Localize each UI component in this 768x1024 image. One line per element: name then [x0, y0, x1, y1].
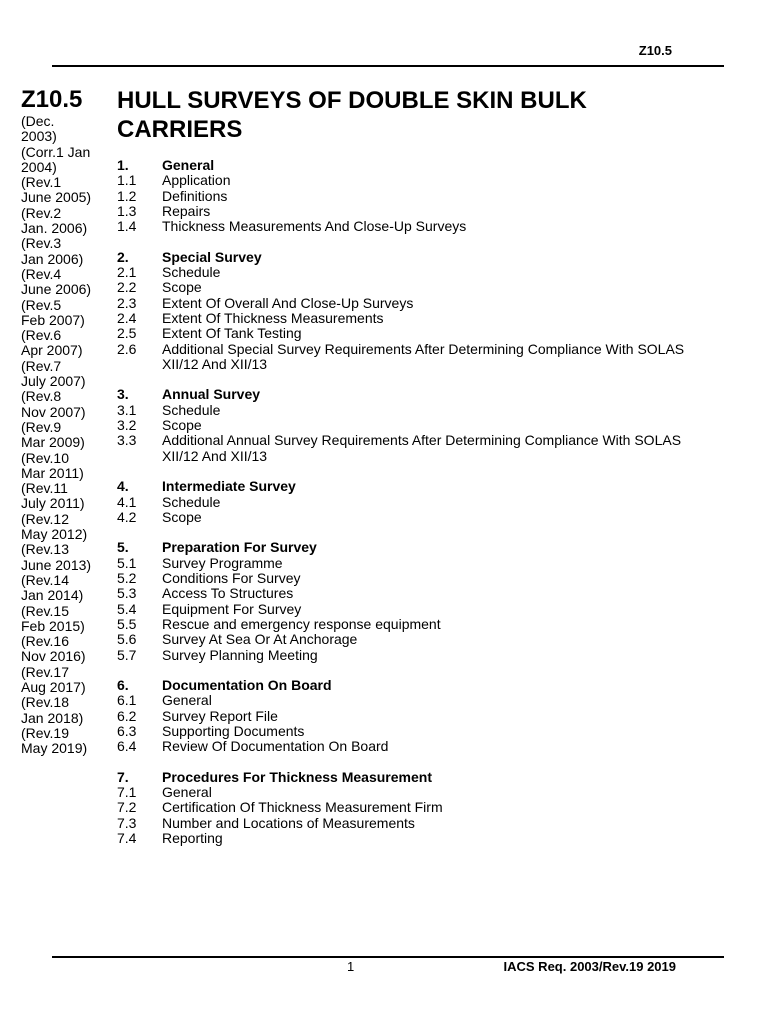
toc-section [117, 540, 717, 662]
revision-line: (Rev.3 [21, 235, 62, 252]
item-text: Definitions [162, 187, 228, 204]
item-text: Schedule [162, 493, 221, 510]
section-heading [117, 770, 717, 785]
revision-line: July 2011) [21, 495, 85, 512]
item-text-continued: XII/12 And XII/13 [162, 447, 268, 464]
page-title [117, 86, 677, 144]
item-text: Additional Annual Survey Requirements After Determining Compliance With SOLAS [162, 432, 682, 449]
toc-section [117, 250, 717, 372]
toc-item [117, 586, 717, 601]
revision-line: (Rev.14 [21, 571, 69, 588]
toc-item [117, 204, 717, 219]
section-title: Documentation On Board [162, 677, 332, 694]
item-number: 4.1 [117, 493, 137, 510]
revision-history [21, 114, 91, 756]
item-number: 1.3 [117, 202, 137, 219]
item-number: 7.1 [117, 784, 137, 801]
section-title: Annual Survey [162, 386, 261, 403]
toc-section [117, 678, 717, 754]
revision-line: (Rev.18 [21, 694, 69, 711]
item-text: Survey Planning Meeting [162, 646, 318, 663]
revision-line: Nov 2016) [21, 648, 86, 665]
item-number: 2.2 [117, 279, 137, 296]
revision-line: June 2006) [21, 281, 92, 298]
toc-item [117, 296, 717, 311]
revision-line: May 2012) [21, 526, 88, 543]
revision-line: (Rev.8 [21, 388, 62, 405]
section-heading [117, 387, 717, 402]
section-heading [117, 250, 717, 265]
item-text: Conditions For Survey [162, 570, 301, 587]
toc-item [117, 433, 717, 448]
table-of-contents [117, 158, 717, 862]
item-text: Rescue and emergency response equipment [162, 615, 441, 632]
revision-line: 2004) [21, 158, 57, 175]
item-number-spacer [117, 449, 162, 464]
revision-line: (Rev.1 [21, 174, 62, 191]
toc-item [117, 632, 717, 647]
header-rule [52, 65, 724, 67]
toc-item [117, 326, 717, 341]
document-code: Z10.5 [21, 86, 83, 113]
section-number: 5. [117, 539, 129, 556]
revision-line: Nov 2007) [21, 403, 86, 420]
item-number: 7.2 [117, 799, 137, 816]
section-title: Intermediate Survey [162, 478, 296, 495]
item-text: Review Of Documentation On Board [162, 738, 389, 755]
toc-section [117, 770, 717, 846]
item-text: Schedule [162, 264, 221, 281]
toc-item [117, 510, 717, 525]
toc-item [117, 311, 717, 326]
revision-line: (Rev.17 [21, 663, 69, 680]
item-text: Reporting [162, 830, 223, 847]
revision-line: (Rev.4 [21, 265, 62, 282]
item-text: Survey Programme [162, 554, 283, 571]
revision-line: (Rev.7 [21, 357, 62, 374]
item-text-continued: XII/12 And XII/13 [162, 355, 268, 372]
item-number: 5.4 [117, 600, 137, 617]
section-heading [117, 479, 717, 494]
toc-section [117, 479, 717, 525]
toc-item [117, 617, 717, 632]
toc-item [117, 785, 717, 800]
item-number: 2.6 [117, 340, 137, 357]
item-text: Extent Of Thickness Measurements [162, 309, 384, 326]
item-number: 7.4 [117, 830, 137, 847]
item-number: 5.2 [117, 570, 137, 587]
section-heading [117, 540, 717, 555]
revision-line: Mar 2009) [21, 434, 85, 451]
item-number: 4.2 [117, 508, 137, 525]
section-title: Special Survey [162, 248, 262, 265]
revision-line: Mar 2011) [21, 464, 84, 481]
item-text: Thickness Measurements And Close-Up Surveys [162, 218, 467, 235]
revision-line: (Rev.19 [21, 724, 69, 741]
section-number: 7. [117, 768, 129, 785]
revision-line: (Rev.12 [21, 510, 69, 527]
revision-line: (Rev.2 [21, 204, 62, 221]
section-number: 1. [117, 157, 129, 173]
item-number: 2.5 [117, 325, 137, 342]
item-number-spacer [117, 357, 162, 372]
revision-line: Jan. 2006) [21, 220, 88, 237]
item-number: 5.7 [117, 646, 137, 663]
item-text: Access To Structures [162, 585, 294, 602]
header-code: Z10.5 [638, 43, 672, 58]
item-text: Scope [162, 417, 202, 434]
toc-item [117, 403, 717, 418]
toc-item [117, 418, 717, 433]
section-number: 2. [117, 248, 129, 265]
item-number: 3.3 [117, 432, 137, 449]
footer-reference: IACS Req. 2003/Rev.19 2019 [503, 959, 676, 974]
toc-item [117, 648, 717, 663]
revision-line: (Rev.15 [21, 602, 69, 619]
section-title: General [162, 157, 215, 173]
section-title: Preparation For Survey [162, 539, 317, 556]
item-number: 1.2 [117, 187, 137, 204]
section-heading [117, 678, 717, 693]
page-number: 1 [347, 959, 355, 974]
section-number: 4. [117, 478, 129, 495]
item-text: Schedule [162, 401, 221, 418]
revision-line: (Rev.13 [21, 541, 69, 558]
item-number: 5.3 [117, 585, 137, 602]
revision-line: Jan 2006) [21, 250, 84, 267]
item-number: 3.1 [117, 401, 137, 418]
item-text: Supporting Documents [162, 722, 305, 739]
toc-item [117, 495, 717, 510]
revision-line: Aug 2017) [21, 678, 86, 695]
item-number: 5.6 [117, 631, 137, 648]
item-number: 7.3 [117, 814, 137, 831]
toc-item-continuation [117, 357, 717, 372]
item-number: 3.2 [117, 417, 137, 434]
revision-line: (Rev.9 [21, 418, 62, 435]
toc-item [117, 342, 717, 357]
section-number: 3. [117, 386, 129, 403]
item-text: Repairs [162, 202, 211, 219]
item-number: 1.4 [117, 218, 137, 235]
item-text: Number and Locations of Measurements [162, 814, 415, 831]
toc-section [117, 158, 717, 234]
item-text: Scope [162, 508, 202, 525]
item-text: Scope [162, 279, 202, 296]
toc-item [117, 693, 717, 708]
toc-item [117, 800, 717, 815]
item-text: Additional Special Survey Requirements After Determining Compliance With SOLAS [162, 340, 685, 357]
toc-item [117, 280, 717, 295]
revision-line: Feb 2007) [21, 311, 85, 328]
section-title: Procedures For Thickness Measurement [162, 768, 432, 785]
revision-line: (Dec. [21, 113, 55, 129]
toc-item [117, 724, 717, 739]
item-text: Survey At Sea Or At Anchorage [162, 631, 358, 648]
item-number: 6.4 [117, 738, 137, 755]
toc-item [117, 265, 717, 280]
toc-section [117, 387, 717, 463]
section-heading [117, 158, 717, 173]
toc-item [117, 556, 717, 571]
item-text: Survey Report File [162, 707, 278, 724]
revision-line: (Rev.10 [21, 449, 69, 466]
item-text: Equipment For Survey [162, 600, 302, 617]
revision-line: (Rev.6 [21, 327, 62, 344]
title-line: HULL SURVEYS OF DOUBLE SKIN BULK [117, 87, 587, 114]
revision-line: Feb 2015) [21, 617, 85, 634]
revision-line: (Rev.16 [21, 633, 69, 650]
toc-item [117, 831, 717, 846]
toc-item [117, 709, 717, 724]
revision-line: 2003) [21, 128, 57, 145]
revision-line: June 2005) [21, 189, 92, 206]
item-number: 6.1 [117, 692, 137, 709]
item-number: 1.1 [117, 172, 137, 189]
toc-item [117, 739, 717, 754]
item-text: Extent Of Overall And Close-Up Surveys [162, 294, 414, 311]
revision-line: July 2007) [21, 373, 86, 390]
item-number: 2.3 [117, 294, 137, 311]
footer-rule [52, 956, 724, 958]
item-number: 6.2 [117, 707, 137, 724]
revision-line: Jan 2014) [21, 587, 84, 604]
item-number: 5.1 [117, 554, 137, 571]
toc-item-continuation [117, 449, 717, 464]
item-text: Extent Of Tank Testing [162, 325, 302, 342]
toc-item [117, 173, 717, 188]
item-text: General [162, 784, 212, 801]
item-number: 2.4 [117, 309, 137, 326]
revision-line: Jan 2018) [21, 709, 84, 726]
section-number: 6. [117, 677, 129, 694]
item-text: Certification Of Thickness Measurement Firm [162, 799, 443, 816]
revision-line: June 2013) [21, 556, 92, 573]
toc-item [117, 571, 717, 586]
revision-line: May 2019) [21, 740, 88, 757]
toc-item [117, 602, 717, 617]
revision-line: Apr 2007) [21, 342, 83, 359]
item-number: 5.5 [117, 615, 137, 632]
item-number: 2.1 [117, 264, 137, 281]
revision-line: (Rev.5 [21, 296, 62, 313]
item-number: 6.3 [117, 722, 137, 739]
toc-item [117, 219, 717, 234]
toc-item [117, 189, 717, 204]
item-text: Application [162, 172, 231, 189]
item-text: General [162, 692, 212, 709]
toc-item [117, 816, 717, 831]
revision-line: (Corr.1 Jan [21, 143, 91, 160]
title-line: CARRIERS [117, 116, 243, 143]
revision-line: (Rev.11 [21, 480, 68, 497]
